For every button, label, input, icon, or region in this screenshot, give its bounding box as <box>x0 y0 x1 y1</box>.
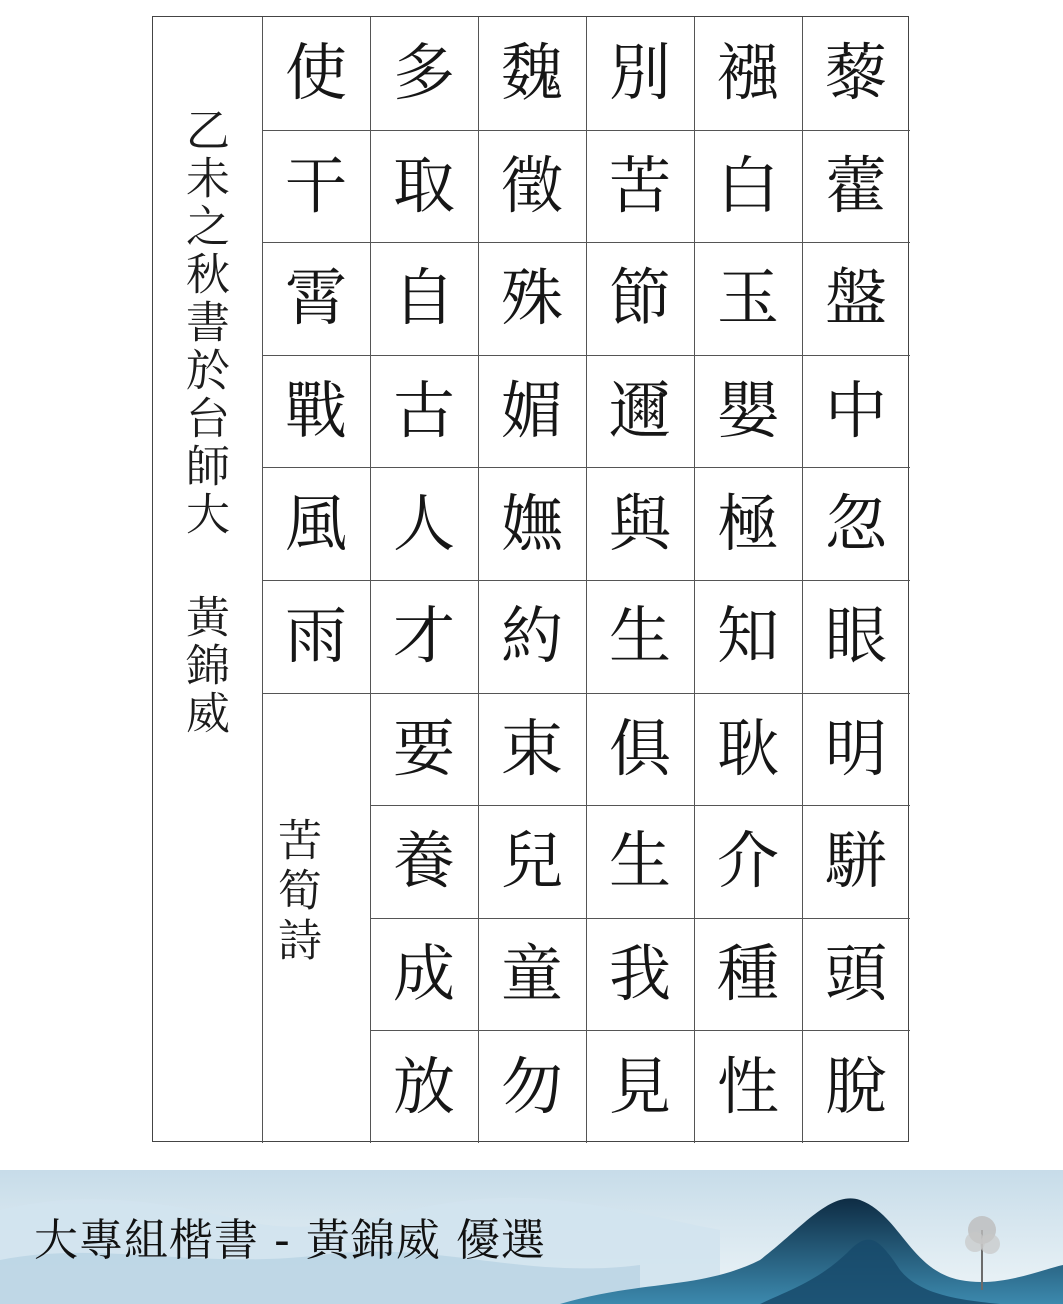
character-cell: 我 <box>608 937 671 1011</box>
character-cell: 苦 <box>608 148 671 222</box>
grid-line-horizontal <box>262 693 910 694</box>
character-cell: 襁 <box>716 36 779 110</box>
character-cell: 風 <box>284 486 347 560</box>
calligraphy-sheet <box>152 16 909 1142</box>
character-cell: 脫 <box>824 1049 887 1123</box>
grid-line-horizontal <box>370 918 910 919</box>
character-cell: 盤 <box>824 261 887 335</box>
character-cell: 霄 <box>284 261 347 335</box>
character-cell: 知 <box>716 599 779 673</box>
character-cell: 駢 <box>824 824 887 898</box>
character-cell: 成 <box>392 937 455 1011</box>
character-cell: 生 <box>608 599 671 673</box>
character-cell: 媚 <box>500 374 563 448</box>
caption: 大專組楷書 - 黃錦威 優選 <box>34 1215 546 1266</box>
character-cell: 取 <box>392 148 455 222</box>
grid-line-horizontal <box>262 130 910 131</box>
character-cell: 才 <box>392 599 455 673</box>
character-cell: 白 <box>716 148 779 222</box>
character-cell: 古 <box>392 374 455 448</box>
grid-line-horizontal <box>262 355 910 356</box>
character-cell: 明 <box>824 711 887 785</box>
character-cell: 要 <box>392 711 455 785</box>
character-cell: 放 <box>392 1049 455 1123</box>
character-cell: 兒 <box>500 824 563 898</box>
character-cell: 節 <box>608 261 671 335</box>
character-cell: 俱 <box>608 711 671 785</box>
character-cell: 徵 <box>500 148 563 222</box>
character-cell: 見 <box>608 1049 671 1123</box>
character-cell: 生 <box>608 824 671 898</box>
character-cell: 眼 <box>824 599 887 673</box>
grid-line-horizontal <box>262 242 910 243</box>
character-cell: 多 <box>392 36 455 110</box>
character-cell: 使 <box>284 36 347 110</box>
grid-line-horizontal <box>370 1030 910 1031</box>
grid-line-horizontal <box>262 580 910 581</box>
character-cell: 魏 <box>500 36 563 110</box>
character-cell: 戰 <box>284 374 347 448</box>
character-cell: 勿 <box>500 1049 563 1123</box>
character-cell: 童 <box>500 937 563 1011</box>
character-cell: 藿 <box>824 148 887 222</box>
character-cell: 雨 <box>284 599 347 673</box>
grid-line-horizontal <box>370 805 910 806</box>
character-cell: 種 <box>716 937 779 1011</box>
character-cell: 介 <box>716 824 779 898</box>
character-cell: 別 <box>608 36 671 110</box>
character-cell: 束 <box>500 711 563 785</box>
character-cell: 性 <box>716 1049 779 1123</box>
character-cell: 約 <box>500 599 563 673</box>
character-cell: 干 <box>284 148 347 222</box>
character-cell: 嬰 <box>716 374 779 448</box>
character-cell: 忽 <box>824 486 887 560</box>
grid-line-horizontal <box>262 467 910 468</box>
character-cell: 與 <box>608 486 671 560</box>
character-cell: 養 <box>392 824 455 898</box>
character-cell: 極 <box>716 486 779 560</box>
character-cell: 嫵 <box>500 486 563 560</box>
poem-title: 苦筍詩 <box>270 817 321 967</box>
character-cell: 自 <box>392 261 455 335</box>
character-cell: 玉 <box>716 261 779 335</box>
character-cell: 頭 <box>824 937 887 1011</box>
inscription: 乙未之秋書於台師大 黃錦威 <box>178 107 229 738</box>
banner <box>0 1170 1063 1304</box>
character-cell: 邇 <box>608 374 671 448</box>
character-cell: 人 <box>392 486 455 560</box>
character-cell: 藜 <box>824 36 887 110</box>
character-cell: 殊 <box>500 261 563 335</box>
character-cell: 中 <box>824 374 887 448</box>
character-cell: 耿 <box>716 711 779 785</box>
